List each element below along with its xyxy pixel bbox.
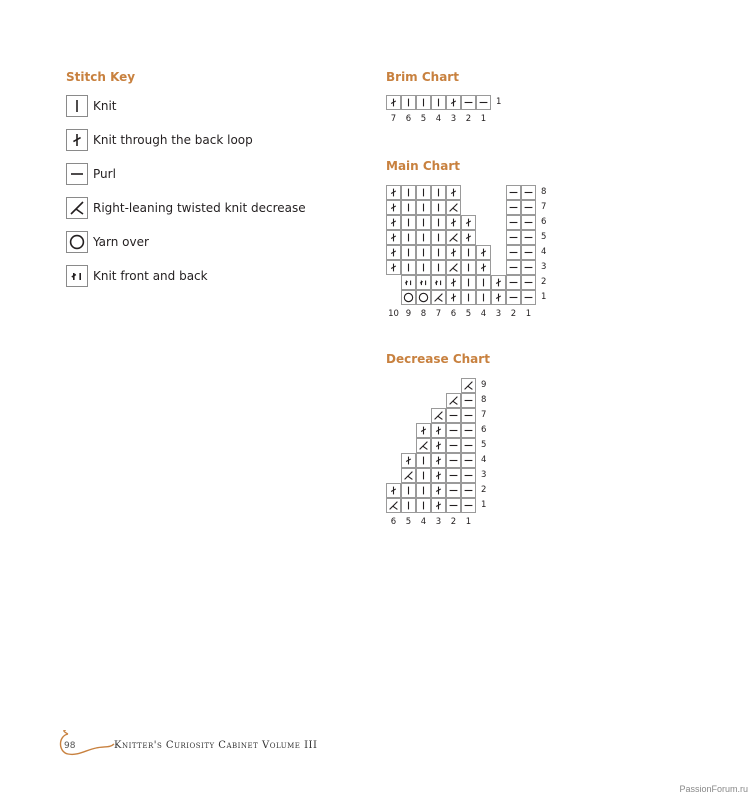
row-number: 5: [541, 232, 547, 242]
book-title: Knitter's Curiosity Cabinet Volume III: [114, 740, 318, 751]
knit-symbol-icon: [402, 96, 415, 109]
knit-symbol-icon: [417, 261, 430, 274]
column-number: 7: [435, 309, 442, 319]
chart-cell: [521, 215, 536, 230]
chart-cell: [416, 260, 431, 275]
ktbl-symbol-icon: [432, 469, 445, 482]
chart-cell: [401, 185, 416, 200]
column-number: 4: [480, 309, 487, 319]
chart-cell: [521, 200, 536, 215]
knit-symbol-icon: [477, 276, 490, 289]
chart-cell: [386, 215, 401, 230]
column-number: 6: [390, 517, 397, 527]
knit-symbol-icon: [432, 216, 445, 229]
purl-symbol-icon: [507, 276, 520, 289]
purl-symbol-icon: [447, 499, 460, 512]
column-number: 4: [420, 517, 427, 527]
chart-cell: [521, 290, 536, 305]
chart-cell: [506, 275, 521, 290]
stitch-key-symbol: [66, 163, 88, 185]
ktbl-symbol-icon: [432, 484, 445, 497]
chart-cell: [401, 95, 416, 110]
ktbl-symbol-icon: [477, 261, 490, 274]
row-number: 3: [541, 262, 547, 272]
chart-cell: [446, 453, 461, 468]
ktbl-symbol-icon: [387, 261, 400, 274]
ktbl-symbol-icon: [477, 246, 490, 259]
chart-cell: [506, 260, 521, 275]
chart-cell: [431, 95, 446, 110]
column-number: 2: [450, 517, 457, 527]
knit-symbol-icon: [417, 201, 430, 214]
row-number: 7: [541, 202, 547, 212]
row-number: 3: [481, 470, 487, 480]
purl-symbol-icon: [462, 409, 475, 422]
chart-cell: [461, 230, 476, 245]
chart-cell: [431, 200, 446, 215]
ktbl-symbol-icon: [417, 424, 430, 437]
chart-cell: [431, 230, 446, 245]
ktbl-symbol-icon: [402, 454, 415, 467]
chart-cell: [461, 438, 476, 453]
purl-symbol-icon: [507, 261, 520, 274]
chart-cell: [446, 230, 461, 245]
chart-cell: [431, 185, 446, 200]
chart-cell: [446, 498, 461, 513]
chart-cell: [386, 483, 401, 498]
chart-cell: [386, 498, 401, 513]
knit-symbol-icon: [402, 246, 415, 259]
chart-cell: [461, 498, 476, 513]
ktbl-symbol-icon: [432, 499, 445, 512]
column-number: 3: [495, 309, 502, 319]
purl-symbol-icon: [462, 394, 475, 407]
chart-cell: [476, 290, 491, 305]
brim-chart-title: Brim Chart: [386, 70, 459, 84]
chart-cell: [506, 215, 521, 230]
purl-symbol-icon: [462, 439, 475, 452]
chart-cell: [476, 275, 491, 290]
rdec-symbol-icon: [387, 499, 400, 512]
knit-symbol-icon: [402, 499, 415, 512]
ktbl-symbol-icon: [462, 216, 475, 229]
kfb-symbol-icon: [67, 266, 87, 286]
chart-cell: [521, 260, 536, 275]
column-number: 1: [480, 114, 487, 124]
chart-cell: [386, 200, 401, 215]
purl-symbol-icon: [447, 439, 460, 452]
chart-cell: [431, 438, 446, 453]
chart-cell: [461, 215, 476, 230]
knit-symbol-icon: [417, 499, 430, 512]
chart-cell: [446, 185, 461, 200]
row-number: 2: [481, 485, 487, 495]
ktbl-symbol-icon: [432, 424, 445, 437]
chart-cell: [446, 483, 461, 498]
chart-cell: [446, 468, 461, 483]
ktbl-symbol-icon: [447, 246, 460, 259]
row-number: 5: [481, 440, 487, 450]
purl-symbol-icon: [507, 291, 520, 304]
chart-cell: [416, 468, 431, 483]
rdec-symbol-icon: [462, 379, 475, 392]
chart-cell: [431, 498, 446, 513]
chart-cell: [461, 260, 476, 275]
chart-cell: [416, 290, 431, 305]
row-number: 1: [496, 97, 502, 107]
chart-cell: [476, 245, 491, 260]
knit-symbol-icon: [462, 246, 475, 259]
chart-cell: [521, 245, 536, 260]
chart-cell: [386, 245, 401, 260]
chart-cell: [461, 378, 476, 393]
chart-cell: [476, 95, 491, 110]
knit-symbol-icon: [67, 96, 87, 116]
stitch-key-item: [66, 230, 149, 254]
ktbl-symbol-icon: [447, 291, 460, 304]
row-number: 2: [541, 277, 547, 287]
chart-cell: [416, 275, 431, 290]
ktbl-symbol-icon: [387, 216, 400, 229]
purl-symbol-icon: [522, 216, 535, 229]
chart-cell: [401, 245, 416, 260]
kfb-symbol-icon: [402, 276, 415, 289]
chart-cell: [386, 185, 401, 200]
kfb-symbol-icon: [432, 276, 445, 289]
purl-symbol-icon: [522, 246, 535, 259]
purl-symbol-icon: [462, 484, 475, 497]
knit-symbol-icon: [417, 96, 430, 109]
stitch-key-symbol: [66, 231, 88, 253]
stitch-key-label: Knit front and back: [93, 269, 208, 283]
chart-cell: [461, 275, 476, 290]
knit-symbol-icon: [477, 291, 490, 304]
chart-cell: [416, 215, 431, 230]
row-number: 7: [481, 410, 487, 420]
chart-cell: [416, 230, 431, 245]
column-number: 1: [525, 309, 532, 319]
knit-symbol-icon: [432, 96, 445, 109]
stitch-key-label: Yarn over: [93, 235, 149, 249]
purl-symbol-icon: [462, 424, 475, 437]
chart-cell: [461, 245, 476, 260]
rdec-symbol-icon: [447, 261, 460, 274]
chart-cell: [521, 185, 536, 200]
knit-symbol-icon: [432, 186, 445, 199]
purl-symbol-icon: [447, 469, 460, 482]
chart-cell: [461, 95, 476, 110]
stitch-key-item: [66, 94, 117, 118]
column-number: 6: [450, 309, 457, 319]
row-number: 8: [541, 187, 547, 197]
knit-symbol-icon: [402, 216, 415, 229]
chart-cell: [446, 95, 461, 110]
row-number: 1: [481, 500, 487, 510]
stitch-key-item: [66, 196, 306, 220]
chart-cell: [431, 468, 446, 483]
purl-symbol-icon: [507, 231, 520, 244]
knit-symbol-icon: [417, 469, 430, 482]
chart-cell: [506, 200, 521, 215]
row-number: 6: [541, 217, 547, 227]
column-number: 5: [465, 309, 472, 319]
chart-cell: [431, 215, 446, 230]
main-chart-title: Main Chart: [386, 159, 460, 173]
chart-cell: [506, 245, 521, 260]
kfb-symbol-icon: [417, 276, 430, 289]
chart-cell: [446, 200, 461, 215]
column-number: 3: [450, 114, 457, 124]
purl-symbol-icon: [522, 201, 535, 214]
chart-cell: [521, 275, 536, 290]
chart-cell: [416, 185, 431, 200]
chart-cell: [446, 423, 461, 438]
chart-cell: [431, 423, 446, 438]
row-number: 6: [481, 425, 487, 435]
chart-cell: [446, 393, 461, 408]
chart-cell: [461, 483, 476, 498]
rdec-symbol-icon: [447, 394, 460, 407]
chart-cell: [431, 408, 446, 423]
column-number: 4: [435, 114, 442, 124]
column-number: 1: [465, 517, 472, 527]
chart-cell: [506, 230, 521, 245]
purl-symbol-icon: [507, 246, 520, 259]
decrease-chart-title: Decrease Chart: [386, 352, 490, 366]
chart-cell: [416, 200, 431, 215]
row-number: 9: [481, 380, 487, 390]
ktbl-symbol-icon: [492, 291, 505, 304]
rdec-symbol-icon: [447, 201, 460, 214]
chart-cell: [416, 438, 431, 453]
chart-cell: [401, 275, 416, 290]
chart-cell: [431, 290, 446, 305]
knit-symbol-icon: [417, 246, 430, 259]
ktbl-symbol-icon: [447, 96, 460, 109]
chart-cell: [416, 95, 431, 110]
stitch-key-symbol: [66, 265, 88, 287]
purl-symbol-icon: [447, 409, 460, 422]
chart-cell: [446, 408, 461, 423]
knit-symbol-icon: [417, 216, 430, 229]
chart-cell: [476, 260, 491, 275]
chart-cell: [401, 290, 416, 305]
purl-symbol-icon: [477, 96, 490, 109]
purl-symbol-icon: [447, 484, 460, 497]
yo-symbol-icon: [67, 232, 87, 252]
row-number: 8: [481, 395, 487, 405]
knit-symbol-icon: [402, 186, 415, 199]
knit-symbol-icon: [432, 201, 445, 214]
knit-symbol-icon: [417, 231, 430, 244]
stitch-key-title: Stitch Key: [66, 70, 136, 84]
chart-cell: [446, 290, 461, 305]
purl-symbol-icon: [522, 276, 535, 289]
stitch-key-symbol: [66, 95, 88, 117]
column-number: 10: [388, 309, 399, 319]
stitch-key-item: [66, 162, 116, 186]
stitch-key-item: [66, 264, 208, 288]
purl-symbol-icon: [462, 469, 475, 482]
knit-symbol-icon: [417, 186, 430, 199]
chart-cell: [446, 260, 461, 275]
chart-cell: [521, 230, 536, 245]
chart-cell: [431, 453, 446, 468]
chart-cell: [461, 453, 476, 468]
chart-cell: [446, 438, 461, 453]
rdec-symbol-icon: [67, 198, 87, 218]
column-number: 9: [405, 309, 412, 319]
page-number: 98: [64, 741, 76, 751]
chart-cell: [416, 423, 431, 438]
purl-symbol-icon: [522, 291, 535, 304]
column-number: 7: [390, 114, 397, 124]
chart-cell: [491, 290, 506, 305]
yo-symbol-icon: [402, 291, 415, 304]
ktbl-symbol-icon: [432, 454, 445, 467]
chart-cell: [431, 275, 446, 290]
ktbl-symbol-icon: [387, 246, 400, 259]
rdec-symbol-icon: [447, 231, 460, 244]
chart-cell: [401, 215, 416, 230]
chart-cell: [386, 260, 401, 275]
chart-cell: [446, 275, 461, 290]
chart-cell: [416, 498, 431, 513]
purl-symbol-icon: [522, 186, 535, 199]
purl-symbol-icon: [522, 261, 535, 274]
stitch-key-label: Knit: [93, 99, 117, 113]
knit-symbol-icon: [462, 261, 475, 274]
knit-symbol-icon: [402, 201, 415, 214]
column-number: 5: [420, 114, 427, 124]
ktbl-symbol-icon: [387, 231, 400, 244]
column-number: 2: [510, 309, 517, 319]
chart-cell: [431, 245, 446, 260]
knit-symbol-icon: [402, 261, 415, 274]
chart-cell: [446, 245, 461, 260]
knit-symbol-icon: [462, 291, 475, 304]
chart-cell: [491, 275, 506, 290]
stitch-key-symbol: [66, 129, 88, 151]
chart-cell: [461, 408, 476, 423]
stitch-key-label: Right-leaning twisted knit decrease: [93, 201, 306, 215]
chart-cell: [506, 185, 521, 200]
rdec-symbol-icon: [432, 291, 445, 304]
ktbl-symbol-icon: [67, 130, 87, 150]
column-number: 8: [420, 309, 427, 319]
chart-cell: [461, 468, 476, 483]
chart-cell: [446, 215, 461, 230]
chart-cell: [461, 423, 476, 438]
purl-symbol-icon: [507, 216, 520, 229]
purl-symbol-icon: [522, 231, 535, 244]
chart-cell: [386, 95, 401, 110]
column-number: 2: [465, 114, 472, 124]
purl-symbol-icon: [447, 424, 460, 437]
ktbl-symbol-icon: [387, 484, 400, 497]
stitch-key-label: Purl: [93, 167, 116, 181]
chart-cell: [386, 230, 401, 245]
stitch-key-item: [66, 128, 253, 152]
purl-symbol-icon: [447, 454, 460, 467]
purl-symbol-icon: [507, 186, 520, 199]
purl-symbol-icon: [67, 164, 87, 184]
stitch-key-symbol: [66, 197, 88, 219]
row-number: 4: [541, 247, 547, 257]
ktbl-symbol-icon: [387, 201, 400, 214]
knit-symbol-icon: [417, 454, 430, 467]
chart-cell: [401, 483, 416, 498]
purl-symbol-icon: [462, 454, 475, 467]
row-number: 1: [541, 292, 547, 302]
rdec-symbol-icon: [432, 409, 445, 422]
knit-symbol-icon: [432, 246, 445, 259]
ktbl-symbol-icon: [447, 216, 460, 229]
row-number: 4: [481, 455, 487, 465]
ktbl-symbol-icon: [462, 231, 475, 244]
chart-cell: [401, 260, 416, 275]
chart-cell: [401, 453, 416, 468]
stitch-key-label: Knit through the back loop: [93, 133, 253, 147]
ktbl-symbol-icon: [387, 96, 400, 109]
ktbl-symbol-icon: [447, 186, 460, 199]
chart-cell: [401, 468, 416, 483]
chart-cell: [401, 200, 416, 215]
knit-symbol-icon: [402, 484, 415, 497]
knit-symbol-icon: [432, 231, 445, 244]
rdec-symbol-icon: [402, 469, 415, 482]
knit-symbol-icon: [402, 231, 415, 244]
column-number: 3: [435, 517, 442, 527]
purl-symbol-icon: [462, 96, 475, 109]
chart-cell: [416, 483, 431, 498]
chart-cell: [416, 453, 431, 468]
purl-symbol-icon: [507, 201, 520, 214]
column-number: 5: [405, 517, 412, 527]
ktbl-symbol-icon: [492, 276, 505, 289]
chart-cell: [401, 230, 416, 245]
chart-cell: [431, 260, 446, 275]
knit-symbol-icon: [417, 484, 430, 497]
knit-symbol-icon: [462, 276, 475, 289]
chart-cell: [431, 483, 446, 498]
rdec-symbol-icon: [417, 439, 430, 452]
purl-symbol-icon: [462, 499, 475, 512]
chart-cell: [506, 290, 521, 305]
ktbl-symbol-icon: [432, 439, 445, 452]
chart-cell: [461, 393, 476, 408]
column-number: 6: [405, 114, 412, 124]
ktbl-symbol-icon: [447, 276, 460, 289]
ktbl-symbol-icon: [387, 186, 400, 199]
chart-cell: [416, 245, 431, 260]
chart-cell: [461, 290, 476, 305]
yo-symbol-icon: [417, 291, 430, 304]
chart-cell: [401, 498, 416, 513]
knit-symbol-icon: [432, 261, 445, 274]
watermark: PassionForum.ru: [679, 784, 748, 794]
